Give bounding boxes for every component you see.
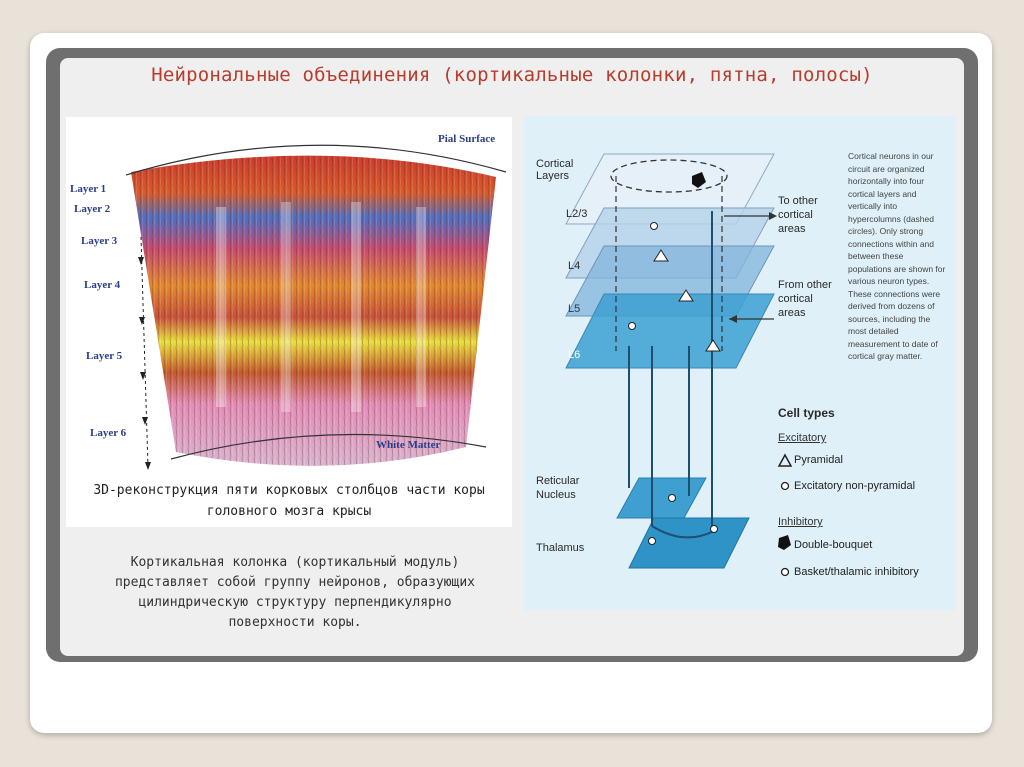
legend-pyramidal-icon — [779, 455, 791, 466]
non-pyramidal-cell — [651, 223, 658, 230]
slide-title: Нейрональные объединения (кортикальные колонки, пятна, полосы) — [151, 64, 873, 86]
plate-l5-label: L5 — [568, 303, 581, 315]
non-pyramidal-cell — [629, 323, 636, 330]
description-line-4: поверхности коры. — [228, 615, 362, 630]
inhibitory-cell — [649, 538, 656, 545]
column-reconstruction-image — [66, 117, 512, 477]
layer-2-label: Layer 2 — [74, 203, 111, 215]
pial-surface-label: Pial Surface — [438, 133, 496, 145]
figure-caption-line-1: 3D-реконструкция пяти корковых столбцов части коры — [93, 483, 485, 498]
description-line-1: Кортикальная колонка (кортикальный модуль) — [130, 555, 460, 570]
cortical-circuit-diagram — [524, 116, 956, 610]
plate-l23-label: L2/3 — [566, 208, 588, 220]
legend-double-bouquet: Double-bouquet — [794, 539, 873, 551]
cortical-layers-label: Cortical Layers — [536, 158, 574, 182]
figure-caption-line-2: головного мозга крысы — [206, 504, 372, 519]
figure-caption — [66, 480, 512, 522]
layer-6-label: Layer 6 — [90, 427, 127, 439]
description-line-3: цилиндрическую структуру перпендикулярно — [138, 595, 452, 610]
reticular-nucleus-label: Reticular Nucleus — [536, 475, 580, 501]
plate-l4-label: L4 — [568, 260, 581, 272]
legend-excitatory-non-pyramidal: Excitatory non-pyramidal — [794, 480, 916, 492]
inhibitory-cell — [711, 526, 718, 533]
legend-basket-icon — [782, 569, 789, 576]
thalamus-plate — [629, 518, 749, 568]
excitatory-heading: Excitatory — [778, 432, 827, 444]
layer-5-label: Layer 5 — [86, 350, 123, 362]
description-line-2: представляет собой группу нейронов, образующих — [114, 575, 476, 590]
legend-double-bouquet-icon — [778, 535, 791, 550]
legend-basket: Basket/thalamic inhibitory — [794, 566, 919, 578]
thalamus-label: Thalamus — [536, 542, 585, 554]
circuit-note: Cortical neurons in our circuit are organized horizontally into four cortical layers and vertically into hypercolumns (dashed circles). Only strong connections within and between these populations are shown for various neuron types. These connections were derived from dozens of sources, including the most detailed measurement to date of cortical gray matter. — [848, 151, 946, 361]
inhibitory-cell — [669, 495, 676, 502]
plate-l6-label: L6 — [568, 349, 581, 361]
reticular-plate — [617, 478, 706, 518]
cell-types-heading: Cell types — [778, 406, 835, 420]
to-other-areas-label: To other cortical areas — [778, 195, 818, 235]
layer-3-label: Layer 3 — [81, 235, 118, 247]
from-other-areas-label: From other cortical areas — [778, 279, 832, 319]
inhibitory-heading: Inhibitory — [778, 516, 823, 528]
layer-4-label: Layer 4 — [84, 279, 121, 291]
column-description — [60, 553, 530, 633]
cortical-columns-figure — [66, 117, 512, 527]
legend-non-pyramidal-icon — [782, 483, 789, 490]
white-matter-label: White Matter — [376, 439, 441, 451]
layer-1-label: Layer 1 — [70, 183, 107, 195]
legend-pyramidal: Pyramidal — [794, 454, 843, 466]
